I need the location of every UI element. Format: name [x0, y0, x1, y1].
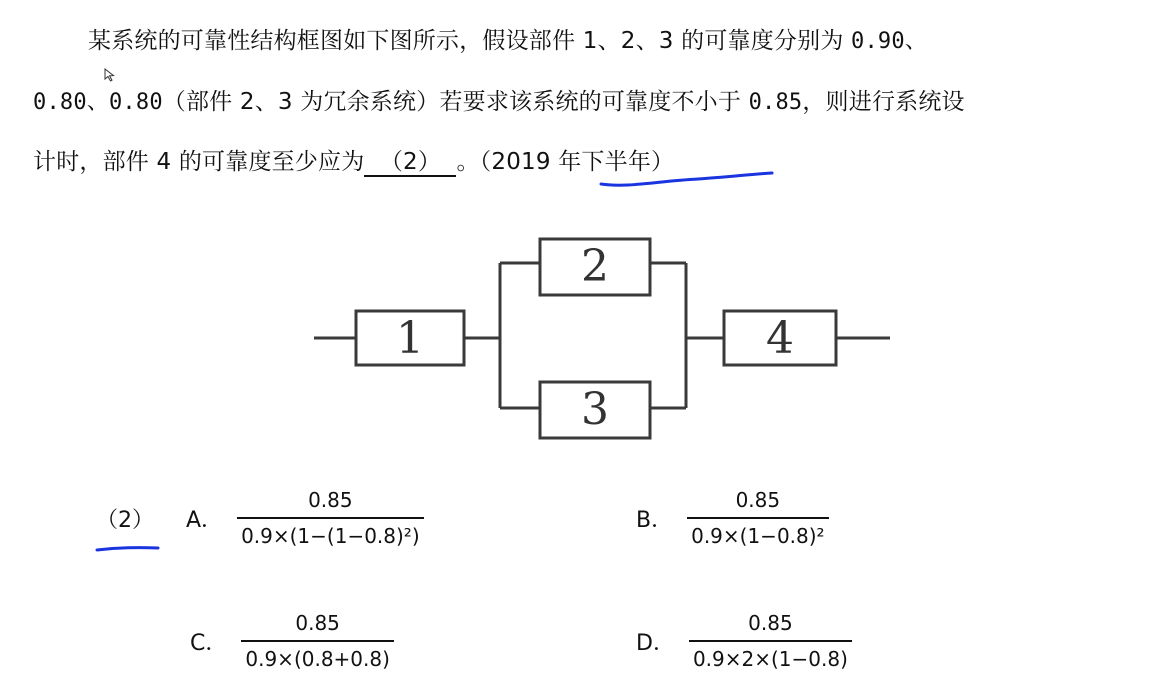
- option-c-denominator: 0.9×(0.8+0.8): [241, 640, 394, 673]
- question-line-2: [33, 87, 965, 118]
- option-d-letter: D．: [636, 630, 675, 656]
- reliability-value-1: 0.90、: [851, 29, 928, 54]
- question-text-2b: ，则进行系统设: [802, 89, 965, 115]
- pen-underline-question-number: [94, 540, 162, 556]
- option-b-fraction: [687, 486, 828, 550]
- answer-question-number: （2）: [96, 508, 154, 533]
- option-a-numerator: 0.85: [308, 488, 353, 512]
- question-source: 。（2019 年下半年）: [456, 149, 675, 175]
- box-3-label: 3: [581, 384, 609, 435]
- reliability-block-diagram: [300, 225, 900, 455]
- box-1-label: 1: [396, 313, 424, 364]
- option-a-letter: A．: [186, 507, 224, 533]
- question-line-3: [33, 147, 674, 177]
- option-a-fraction: [237, 486, 424, 550]
- option-c-numerator: 0.85: [295, 611, 340, 635]
- question-text-3: 计时，部件 4 的可靠度至少应为: [33, 149, 365, 175]
- option-b-numerator: 0.85: [735, 488, 781, 512]
- option-b-letter: B．: [636, 507, 674, 533]
- option-c[interactable]: [190, 609, 394, 673]
- option-d[interactable]: [636, 609, 852, 673]
- question-text-1: 某系统的可靠性结构框图如下图所示，假设部件 1、2、3 的可靠度分别为: [88, 28, 852, 54]
- option-c-letter: C．: [190, 630, 228, 656]
- option-c-fraction: [241, 609, 394, 673]
- box-2-label: 2: [581, 241, 609, 292]
- reliability-values-2-3: 0.80、0.80: [33, 90, 163, 115]
- box-4-label: 4: [766, 313, 794, 364]
- question-text-2: （部件 2、3 为冗余系统）若要求该系统的可靠度不小于: [162, 89, 749, 115]
- option-a-denominator: 0.9×(1−(1−0.8)²): [237, 517, 424, 550]
- question-line-1: [88, 26, 927, 57]
- option-d-numerator: 0.85: [748, 611, 793, 635]
- answer-blank: （2）: [364, 149, 456, 177]
- mouse-pointer-icon: [104, 68, 116, 82]
- option-b[interactable]: [636, 486, 829, 550]
- required-reliability: 0.85: [748, 90, 803, 115]
- option-a[interactable]: [186, 486, 424, 550]
- option-d-denominator: 0.9×2×(1−0.8): [689, 640, 852, 673]
- option-d-fraction: [689, 609, 852, 673]
- option-b-denominator: 0.9×(1−0.8)²: [687, 517, 828, 550]
